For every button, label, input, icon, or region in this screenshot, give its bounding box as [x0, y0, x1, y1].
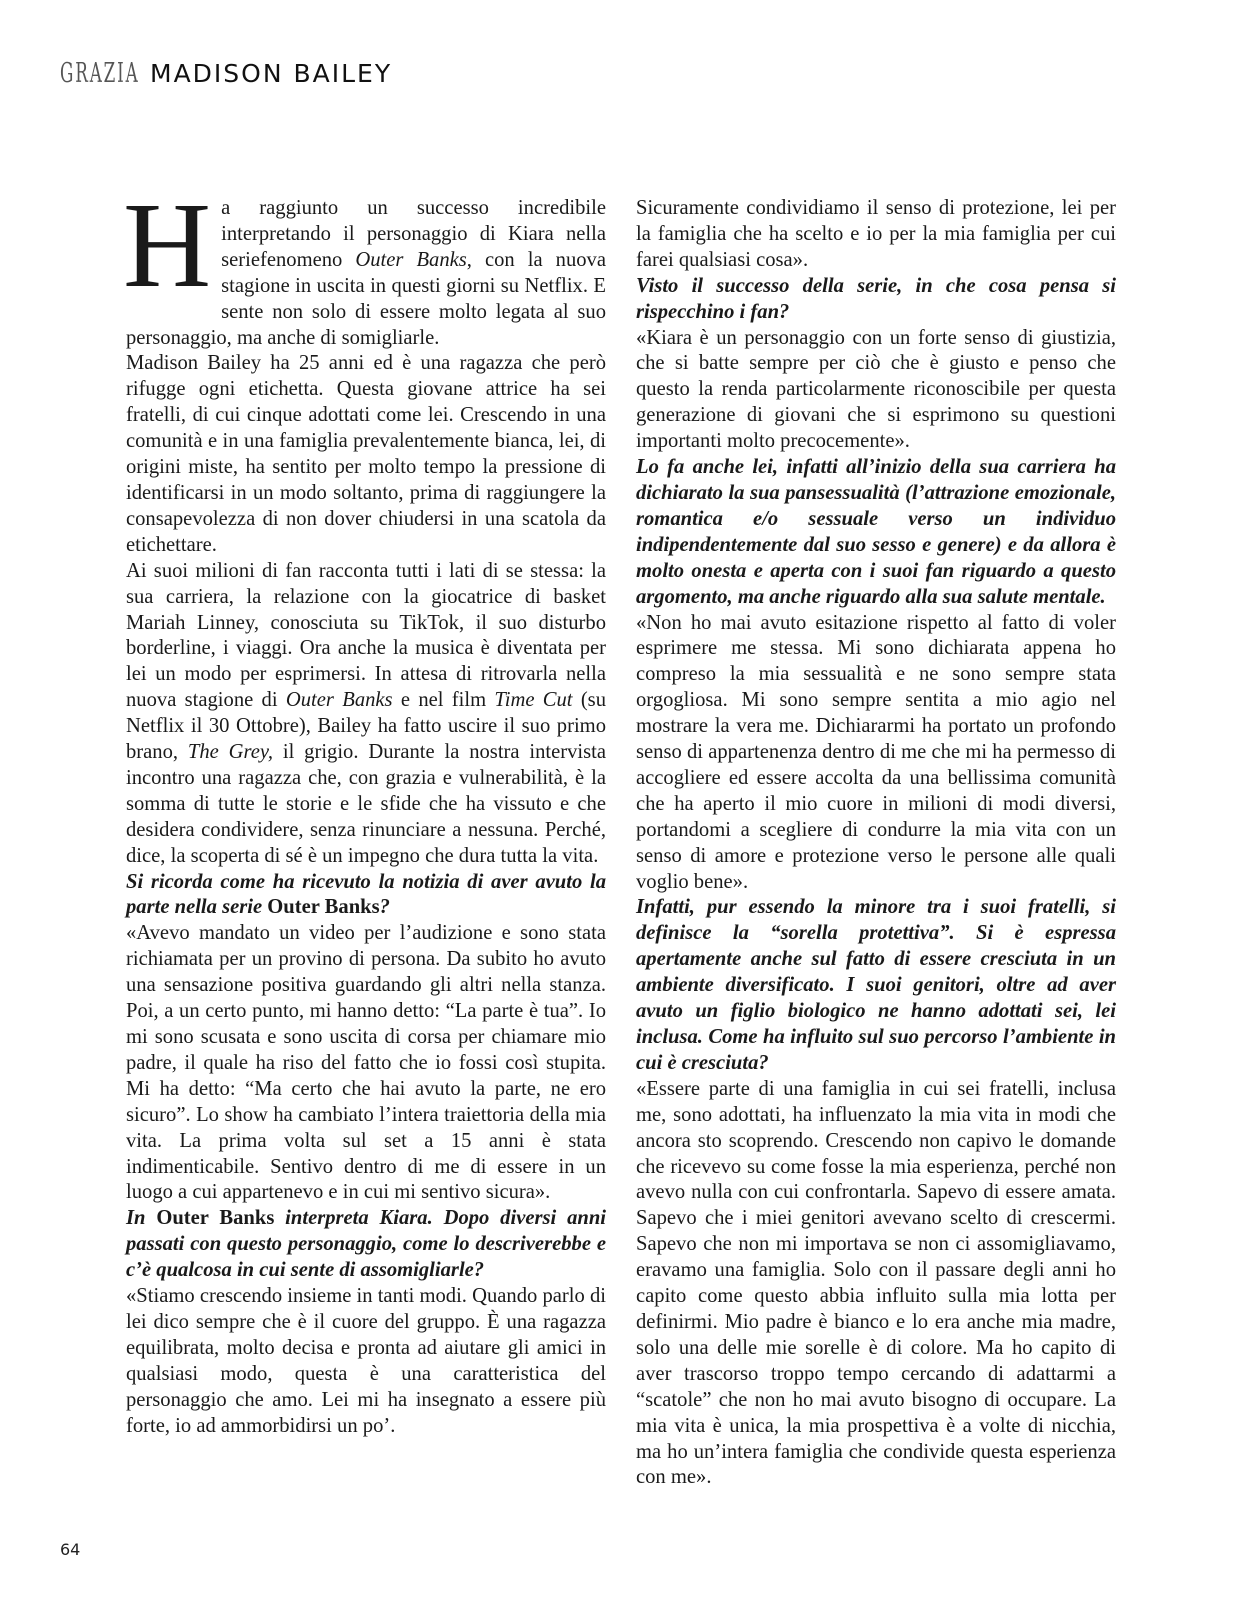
question-text: In [126, 1207, 157, 1230]
title-text: The Grey, [187, 741, 274, 764]
body-text: Ai suoi milioni di fan racconta tutti i lati di se stessa: la sua carriera, la relazione con la giocatrice di basket Mariah Linney, conosciuta su TikTok, il suo disturbo borderline, i viaggi. Ora anche la musica è diventata per lei un modo per esprimersi. In attesa di ritrovarla nella nuova stagione di [126, 559, 606, 712]
intro-paragraph [123, 178, 606, 351]
body-text: a raggiunto un successo incredibile interpretando il personaggio di Kiara nella seriefenomeno [221, 197, 606, 271]
title-text: Outer Banks [267, 896, 380, 919]
body-text: (su Netflix il 30 Ottobre), Bailey ha fatto uscire il suo primo brano, [126, 689, 606, 764]
body-text: il grigio. Durante la nostra intervista incontro una ragazza che, con grazia e vulnerabilità, è la somma di tutte le storie e le sfide che ha vissuto e che desidera condividere, senza rinunciare a nessuna. Perché, dice, la scoperta di sé è un impegno che dura tutta la vita. [126, 741, 607, 867]
body-text: «Kiara è un personaggio con un forte senso di giustizia, che si batte sempre per ciò che è giusto e penso che questo la renda particolarmente riconoscibile per questa generazione di giovani che si esprimono su questioni importanti molto precocemente». [636, 326, 1116, 453]
interview-question [636, 895, 1116, 1076]
question-text: Visto il successo della serie, in che cosa pensa si rispecchino i fan? [636, 274, 1116, 323]
body-paragraph [126, 921, 606, 1206]
body-text: «Avevo mandato un video per l’audizione e sono stata richiamata per un provino di persona. Da subito ho avuto una sensazione positiva guardando gli altri nella stanza. Poi, a un certo punto, mi hanno detto: “La parte è tua”. Io mi sono scusata e sono uscita di corsa per chiamare mio padre, il quale ha riso del fatto che io fossi così stupita. Mi ha detto: “Ma certo che hai avuto la parte, ne ero sicuro”. Lo show ha cambiato l’intera traiettoria della mia vita. La prima volta sul set a 15 anni è stata indimenticabile. Sentivo dentro di me di essere in un luogo a cui appartenevo e in cui mi sentivo sicura». [126, 922, 606, 1204]
body-paragraph [636, 326, 1116, 456]
body-paragraph [126, 1284, 606, 1439]
body-text: Madison Bailey ha 25 anni ed è una ragazza che però rifugge ogni etichetta. Questa giovane attrice ha sei fratelli, di cui cinque adottati come lei. Crescendo in una comunità e in una famiglia prevalentemente bianca, lei, di origini miste, ha sentito per molto tempo la pressione di identificarsi in un modo soltanto, prima di raggiungere la consapevolezza di non dover chiudersi in una scatola da etichettare. [126, 352, 606, 556]
question-text: interpreta Kiara. Dopo diversi anni passati con questo personaggio, come lo descriverebbe e c’è qualcosa in cui sente di assomigliarle? [126, 1207, 606, 1282]
section-title: MADISON BAILEY [150, 59, 393, 88]
interview-question [636, 274, 1116, 326]
question-text: Si ricorda come ha ricevuto la notizia di aver avuto la parte nella serie [126, 870, 606, 919]
body-paragraph [126, 351, 606, 558]
interview-question [126, 1206, 606, 1284]
right-paragraphs [636, 196, 1116, 1491]
body-paragraph [636, 611, 1116, 896]
title-text: Outer Banks [355, 248, 467, 271]
title-text: Outer Banks [285, 689, 393, 712]
left-paragraphs [126, 351, 606, 1439]
left-column [123, 178, 607, 1440]
body-text: e nel film [392, 689, 495, 712]
title-text: Outer Banks [156, 1207, 275, 1230]
drop-cap: H [123, 178, 212, 313]
interview-question [126, 870, 606, 922]
body-paragraph [126, 559, 606, 870]
body-paragraph [636, 1077, 1116, 1492]
body-paragraph [636, 196, 1116, 274]
body-text: «Stiamo crescendo insieme in tanti modi. Quando parlo di lei dico sempre che è il cuore del gruppo. È una ragazza equilibrata, molto decisa e pronta ad aiutare gli amici in qualsiasi modo, questa è una caratteristica del personaggio che amo. Lei mi ha insegnato a essere più forte, io ad ammorbidirsi un po’. [126, 1285, 606, 1437]
body-text: «Essere parte di una famiglia in cui sei fratelli, inclusa me, sono adottati, ha influenzato la mia vita in modi che ancora sto scoprendo. Crescendo non capivo le domande che ricevevo su come fosse la mia esperienza, perché non avevo nulla con cui confrontarla. Sapevo di essere amata. Sapevo che i miei genitori avevano scelto di crescermi. Sapevo che non mi importava se non ci assomigliavamo, eravamo una famiglia. Solo con il passare degli anni ho capito come questo abbia influito sulla mia lotta per definirmi. Mio padre è bianco e lo era anche mia madre, solo una delle mie sorelle è di colore. Ma ho capito di aver trascorso troppo tempo cercando di adattarmi a “scatole” che non ho mai avuto bisogno di occupare. La mia vita è unica, la mia prospettiva è a volte di nicchia, ma ho un’intera famiglia che condivide questa esperienza con me». [636, 1077, 1116, 1489]
question-text: Infatti, pur essendo la minore tra i suoi fratelli, si definisce la “sorella protettiva”. Si è espressa apertamente anche sul fatto di essere cresciuta in un ambiente diversificato. I suoi genitori, oltre ad aver avuto un figlio biologico ne hanno adottati sei, lei inclusa. Come ha influito sul suo percorso l’ambiente in cui è cresciuta? [636, 896, 1116, 1074]
question-text: Lo fa anche lei, infatti all’inizio della sua carriera ha dichiarato la sua pansessualità (l’attrazione emozionale, romantica e/o sessuale verso un individuo indipendentemente dal suo sesso e genere) e da allora è molto onesta e aperta con i suoi fan riguardo a questo argomento, ma anche riguardo alla sua salute mentale. [636, 456, 1116, 608]
question-text: ? [379, 896, 390, 919]
body-text: , con la nuova stagione in uscita in questi giorni su Netflix. E sente non solo di essere molto legata al suo personaggio, ma anche di somigliarle. [126, 248, 606, 349]
page-number: 64 [60, 1540, 81, 1559]
right-column [636, 196, 1116, 1491]
body-text: «Non ho mai avuto esitazione rispetto al fatto di voler esprimere me stessa. Mi sono dichiarata appena ho compreso la mia sessualità e ne sono sempre stata orgogliosa. Mi sono sempre sentita a mio agio nel mostrare la vera me. Dichiararmi ha portato un profondo senso di appartenenza dentro di me che mi ha permesso di accogliere ed essere accolta da una bellissima comunità che ha aperto il mio cuore in milioni di modi diversi, portandomi a scegliere di condurre la mia vita con un senso di amore e protezione verso le persone alle quali voglio bene». [636, 611, 1116, 893]
magazine-logo: GRAZIA [60, 58, 140, 89]
page-header [60, 58, 392, 98]
interview-question [636, 455, 1116, 610]
title-text: Time Cut [494, 689, 573, 712]
body-text: Sicuramente condividiamo il senso di protezione, lei per la famiglia che ha scelto e io per la mia famiglia per cui farei qualsiasi cosa». [636, 197, 1116, 271]
